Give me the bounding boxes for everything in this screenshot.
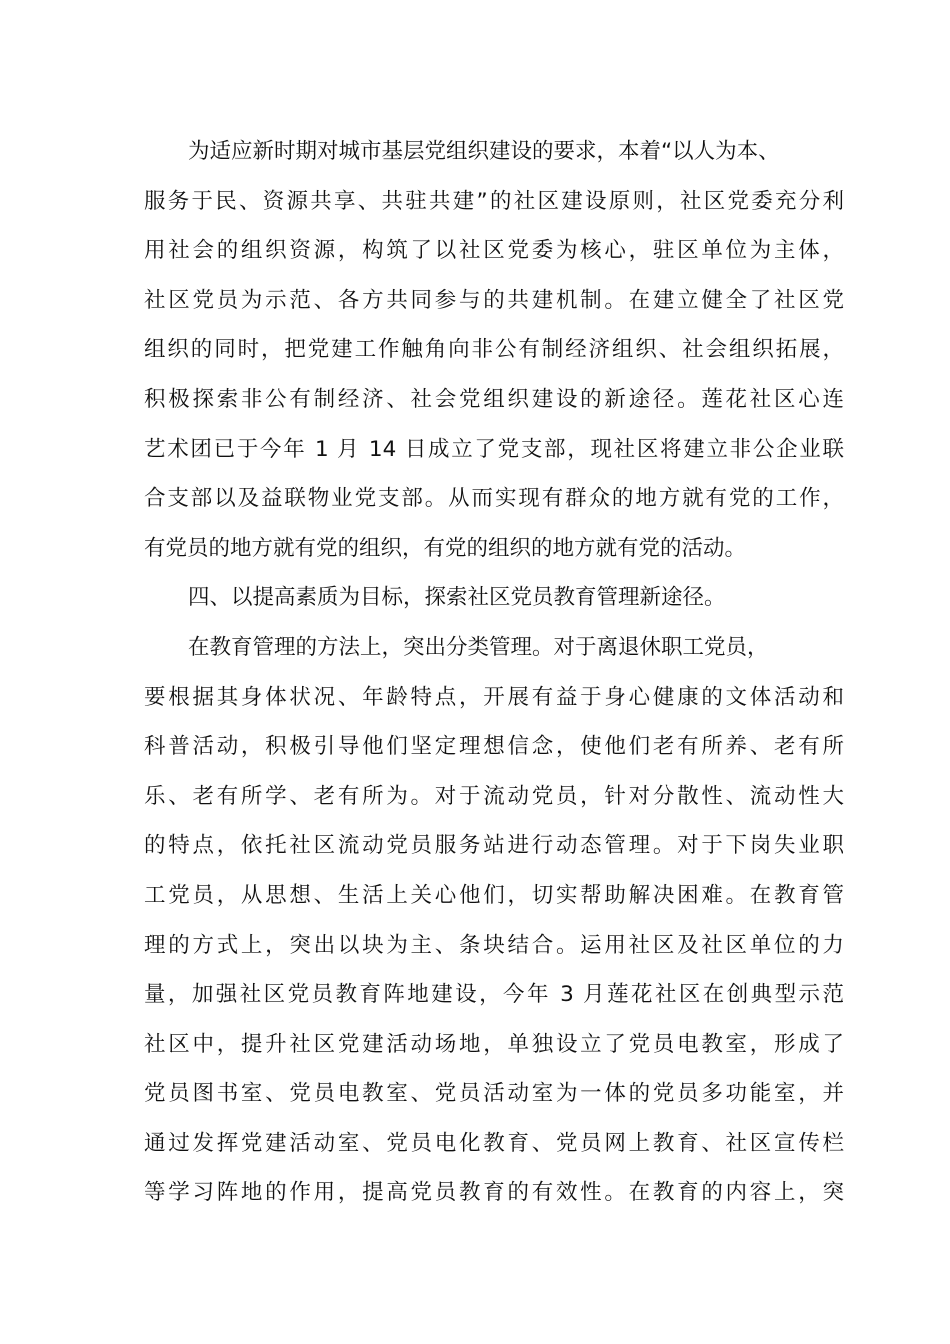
body-text (144, 127, 844, 1218)
paragraph-1-line-5: 组织的同时，把党建工作触角向非公有制经济组织、社会组织拓展， (144, 337, 844, 363)
paragraph-1-line-6: 积极探索非公有制经济、社会党组织建设的新途径。莲花社区心连 (144, 386, 844, 412)
paragraph-3-line-11: 通过发挥党建活动室、党员电化教育、党员网上教育、社区宣传栏 (144, 1130, 844, 1156)
paragraph-3-line-9: 社区中，提升社区党建活动场地，单独设立了党员电教室，形成了 (144, 1031, 844, 1057)
paragraph-3-line-1: 在教育管理的方法上，突出分类管理。对于离退休职工党员， (188, 634, 769, 660)
paragraph-3-line-10: 党员图书室、党员电教室、党员活动室为一体的党员多功能室，并 (144, 1081, 844, 1107)
paragraph-1-line-3: 用社会的组织资源，构筑了以社区党委为核心，驻区单位为主体， (144, 238, 844, 264)
paragraph-3-line-3: 科普活动，积极引导他们坚定理想信念，使他们老有所养、老有所 (144, 734, 844, 760)
section-heading-4: 四、以提高素质为目标，探索社区党员教育管理新途径。 (188, 585, 726, 611)
paragraph-3-line-7: 理的方式上，突出以块为主、条块结合。运用社区及社区单位的力 (144, 932, 844, 958)
paragraph-1-line-9: 有党员的地方就有党的组织，有党的组织的地方就有党的活动。 (144, 535, 747, 561)
paragraph-3-line-8: 量，加强社区党员教育阵地建设，今年 3 月莲花社区在创典型示范 (144, 982, 844, 1008)
paragraph-1-line-4: 社区党员为示范、各方共同参与的共建机制。在建立健全了社区党 (144, 287, 844, 313)
paragraph-3-line-6: 工党员，从思想、生活上关心他们，切实帮助解决困难。在教育管 (144, 882, 844, 908)
paragraph-1-line-7: 艺术团已于今年 1 月 14 日成立了党支部，现社区将建立非公企业联 (144, 436, 844, 462)
paragraph-3-line-12: 等学习阵地的作用，提高党员教育的有效性。在教育的内容上，突 (144, 1180, 844, 1206)
paragraph-3-line-5: 的特点，依托社区流动党员服务站进行动态管理。对于下岗失业职 (144, 833, 844, 859)
paragraph-1-line-1: 为适应新时期对城市基层党组织建设的要求，本着“以人为本、 (188, 139, 780, 164)
paragraph-3-line-2: 要根据其身体状况、年龄特点，开展有益于身心健康的文体活动和 (144, 684, 844, 710)
paragraph-3-line-4: 乐、老有所学、老有所为。对于流动党员，针对分散性、流动性大 (144, 783, 844, 809)
paragraph-1-line-8: 合支部以及益联物业党支部。从而实现有群众的地方就有党的工作， (144, 486, 844, 512)
paragraph-1-line-2: 服务于民、资源共享、共驻共建”的社区建设原则，社区党委充分利 (144, 188, 844, 214)
